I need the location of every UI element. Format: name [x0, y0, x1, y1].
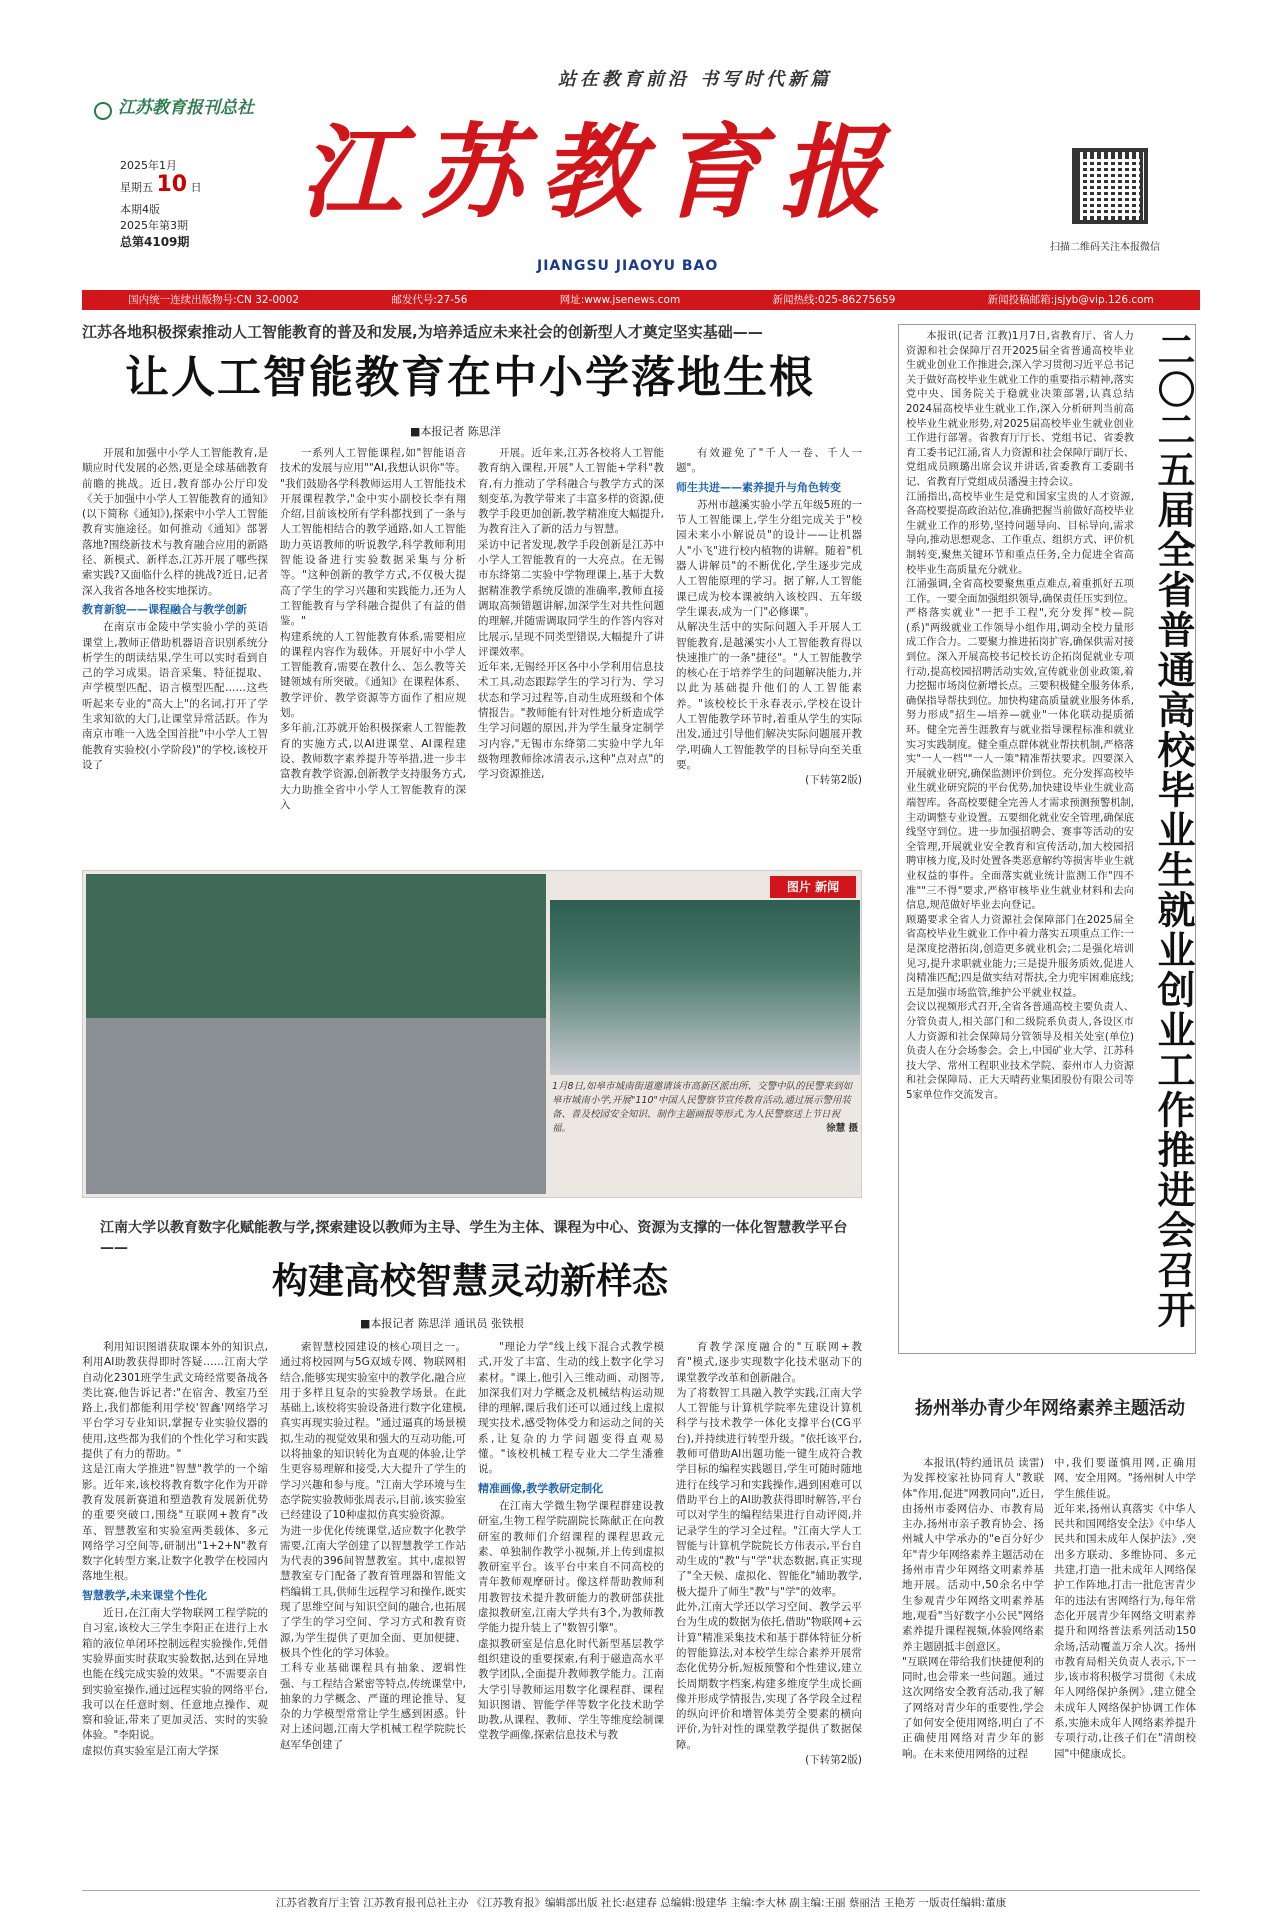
lead-column-4: [676, 446, 862, 856]
issue-info: 2025年第3期: [120, 219, 188, 232]
photo-classroom: [550, 900, 860, 1075]
lead-col1b-text: 在南京市金陵中学实验小学的英语课堂上,教师正借助机器语音识别系统分析学生的朗读结果,学生可以实时看到自己的学习成果。语音采集、特征提取、声学模型匹配、语言模型匹配……这些听起来专业的"高大上"的名词,打开了学生求知欲的大门,让课堂异常活跃。作为南京市唯一入选全国首批"中小学人工智能教育实验校(小学阶段)"的学校,该校开设了: [82, 621, 268, 771]
date-day-suffix: 日: [190, 181, 202, 194]
photo-tag-left: 图片: [786, 880, 811, 894]
photo-news-tag: [770, 876, 856, 898]
lead-continued[interactable]: (下转第2版): [805, 774, 862, 787]
second-col1-text: 利用知识图谱获取课本外的知识点,利用AI助教获得即时答疑……江南大学自动化2301班学生武文琦经常要备战各类比赛,他告诉记者:"在宿舍、教室乃至路上,我们都能利用学校'智鑫'网络学习平台学习专业知识,掌握专业实验仪器的使用,这些都为我们的个性化学习和实践提供了有力的帮助。" 这是江南大学推进"智慧"教学的一个缩影。近年来,该校将教育数字化作为开辟教育发展新赛道和塑造教育发展新优势的重要突破口,围绕"互联网+教育"改革、智慧教室和实验室两类载体、多元网络学习空间等,研制出"1+2+N"教育数字化转型方案,让数字化教学在校园内落地生根。: [82, 1341, 268, 1583]
info-hotline: 新闻热线:025-86275659: [772, 294, 896, 306]
date-month: 2025年1月: [120, 159, 177, 172]
second-headline[interactable]: 构建高校智慧灵动新样态: [271, 1261, 668, 1302]
date-day: 10: [156, 172, 188, 197]
date-block: [120, 158, 240, 250]
footer-credits: 江苏省教育厅主管 江苏教育报刊总社主办 《江苏教育报》编辑部出版 社长:赵建春 总编辑:殷建华 主编:李大林 副主编:王丽 蔡丽洁 王艳芳 一版责任编辑:董康: [82, 1890, 1200, 1911]
second-column-2: 索智慧校园建设的核心项目之一。通过将校园网与5G双域专网、物联网相结合,能够实现实验室中的教学化,融合应用于多样且复杂的实验教学场景。在此基础上,该校将实验设备进行数字化建模,真实再现实验过程。"通过逼真的场景模拟,生动的视觉效果和强大的互动功能,可以将抽象的知识转化为直观的体验,让学生更容易理解和接受,大大提升了学生的学习兴趣和参与度。"江南大学环境与生态学院实验教师张周表示,目前,该实验室已经建设了10种虚拟仿真实验资源。 为进一步优化传统课堂,适应数字化教学需要,江南大学创建了以智慧教学工作站为代表的396间智慧教室。其中,虚拟智慧教室专门配备了教育管理器和智能文档编辑工具,供师生远程学习和操作,既实现了思维空间与知识空间的融合,也拓展了学生的学习空间、学习方式和教育资源,为学生提供了更加全面、更加便捷、极具个性化的学习体验。 工科专业基础课程具有抽象、逻辑性强、与工程结合紧密等特点,传统课堂中,抽象的力学概念、严谨的理论推导、复杂的力学模型常常让学生感到困惑。针对上述问题,江南大学机械工程学院院长赵军华创建了: [280, 1341, 466, 1751]
lead-column-2: 一系列人工智能课程,如"智能语音技术的发展与应用""AI,我想认识你"等。 "我们鼓励各学科教师运用人工智能技术开展课程教学,"金中实小副校长李有翔介绍,目前该校所有学科都找到了一条与人工智能相结合的教学通路,如人工智能助力英语教师的听说教学,科学教师利用智能设备进行实验数据采集与分析等。"这种创新的教学方式,不仅极大提高了学生的学习兴趣和实践能力,还为人工智能教育与学科融合提供了有益的借鉴。" 构建系统的人工智能教育体系,需要相应的课程内容作为载体。开展好中小学人工智能教育,需要在教什么、怎么教等关键领域有所突破。《通知》在课程体系、教学评价、教学资源等方面作了相应规划。 多年前,江苏就开始积极探索人工智能教育的实施方式,以AI进课堂、AI课程建设、教师数字素养提升等举措,进一步丰富教育教学资源,创新教学支持服务方式,大力助推全省中小学人工智能教育的深入: [280, 447, 466, 811]
second-col1b-text: 近日,在江南大学物联网工程学院的自习室,该校大三学生李阳正在进行上水箱的液位单闭环控制远程实验操作,凭借实验界面实时获取实验数据,达到在异地也能在线完成实验的效果。"不需要亲自到实验室操作,通过远程实验的网络平台,我可以在任意时刻、任意地点操作、观察和验证,带来了更加灵活、实时的实验体验。"李阳说。 虚拟仿真实验室是江南大学探: [82, 1607, 268, 1757]
sidebar-headline-2[interactable]: 扬州举办青少年网络素养主题活动: [915, 1398, 1185, 1419]
photo-police-students: [86, 874, 546, 1194]
masthead-title: 江苏教育报: [300, 113, 900, 233]
lead-col1-text: 开展和加强中小学人工智能教育,是顺应时代发展的必然,更是全球基础教育前瞻的挑战。近日,教育部办公厅印发《关于加强中小学人工智能教育的通知》(以下简称《通知》),探索中小学人工智能教育实施途径。如何推动《通知》部署落地?围绕新技术与教育融合应用的新路径、新模式、新样态,江苏开展了哪些探索实践?又面临什么样的挑战?近日,记者深入我省各地各校实地探访。: [82, 447, 268, 597]
edition-info: 本期4版: [120, 203, 160, 216]
lead-col4-text: 苏州市越溪实验小学五年级5班的一节人工智能课上,学生分组完成关于"校园未来小小解说员"的设计——让机器人"小飞"进行校内植物的讲解。随着"机器人讲解员"的不断优化,学生逐步完成人工智能原理的学习。据了解,人工智能课已成为校本课被纳入该校四、五年级学生课表,成为一门"必修课"。 从解决生活中的实际问题入手开展人工智能教育,是越溪实小人工智能教育得以快速推广的一条"捷径"。"人工智能教学的核心在于培养学生的问题解决能力,并以此为基础提升他们的人工智能素养。"该校校长干永春表示,学校在设计人工智能教学环节时,着重从学生的实际出发,通过引导他们解决实际问题展开教学,明确人工智能教学的目标导向至关重要。: [676, 498, 862, 771]
info-postal: 邮发代号:27-56: [391, 294, 468, 306]
info-email[interactable]: 新闻投稿邮箱:jsjyb@vip.126.com: [987, 294, 1154, 306]
sidebar-vertical-title[interactable]: 二〇二五届全省普通高校毕业生就业创业工作推进会召开: [1151, 330, 1195, 1330]
second-column-4: [676, 1340, 862, 1876]
sidebar-article-2a: 本报讯(特约通讯员 读雷)为发挥校家社协同育人"教联体"作用,促进"网教同向",近日,由扬州市委网信办、市教育局主办,扬州市亲子教育协会、扬州城人中学承办的"e百分好少年"青少年网络素养主题活动在扬州市青少年网络文明素养基地开展。活动中,50余名中学生参观青少年网络文明素养基地,观看"当好数字小公民"网络素养提升课程视频,体验网络素养主题剧抵丰创意区。 "互联网在带给我们快捷便利的同时,也会带来一些问题。通过这次网络安全教育活动,我了解了网络对青少年的重要性,学会了如何安全使用网络,明白了不正确使用网络对青少年的影响。在未来使用网络的过程: [902, 1457, 1044, 1760]
second-col4-text: 育教学深度融合的"互联网+教育"模式,逐步实现数字化技术驱动下的课堂教学改革和创新融合。 为了将数智工具融入教学实践,江南大学人工智能与计算机学院率先建设计算机科学与技术教学一体化支撑平台(CG平台),并持续进行转型升级。"依托该平台,教师可借助AI出题功能一键生成符合教学目标的编程实践题目,学生可随时随地进行在线学习和实践操作,遇到困难可以借助平台上的AI助教获得即时解答,平台可以对学生的编程结果进行自动评阅,并记录学生的学习全过程。"江南大学人工智能与计算机学院院长方伟表示,平台自动生成的"教"与"学"状态数据,真正实现了"全天候、虚拟化、智能化"辅助教学,极大提升了师生"教"与"学"的效率。 此外,江南大学还以学习空间、教学云平台为生成的数据为依托,借助"物联网+云计算"精准采集技术和基于群体特征分析的智能算法,对本校学生综合素养开展常态化优势分析,短板预警和个性建议,建立长周期数字档案,构建多维度学生成长画像并形成学情报告,实现了各学段全过程的纵向评价和增智体美劳全要素的横向评价,为针对性的课堂教学提供了数据保障。: [676, 1341, 862, 1751]
qr-caption: 扫描二维码关注本报微信: [1050, 242, 1160, 253]
lead-column-3: 开展。近年来,江苏各校将人工智能教育纳入课程,开展"人工智能+学科"教育,有力推动了学科融合与教学方式的深刻变革,为教学带来了丰富多样的资源,使教学手段更加创新,教学精准度大幅提升,为教育注入了新的活力与智慧。 采访中记者发现,教学手段创新是江苏中小学人工智能教育的一大亮点。在无锡市东绛第二实验中学物理课上,基于大数据精准教学系统反馈的准确率,教师直接调取高频错题讲解,加深学生对共性问题的理解,并随需调取同学生的作答内容对比展示,呈现不同类型错误,大幅提升了讲评课效率。 近年来,无锡经开区各中小学利用信息技术工具,动态跟踪学生的学习行为、学习状态和学习过程等,自动生成班级和个体情报告。"教师能有针对性地分析造成学生学习问题的原因,并为学生量身定制学习内容,"无锡市东绛第二实验中学九年级物理教师徐冰清表示,这种"点对点"的学习资源推送,: [478, 447, 664, 781]
second-column-3: [478, 1340, 664, 1876]
second-continued[interactable]: (下转第2版): [805, 1754, 862, 1767]
second-col3b-text: 在江南大学微生物学课程群建设教研室,生物工程学院副院长陈献正在向教研室的教师们介绍课程的课程思政元素、单独制作教学小视频,并上传到虚拟教研室平台。该平台中来自不同高校的青年教师观摩研讨。像这样帮助教师利用教智技术提升教研能力的教研部获批虚拟教研室,江南大学共有3个,为教师教学能力提升装上了"数智引擎"。 虚拟教研室是信息化时代新型基层教学组织建设的重要探索,有利于磁造高水平教学团队,全面提升教师教学能力。江南大学引导教师运用数字化课程群、课程知识图谱、智能学伴等数字化技术助学助教,从课程、教师、学生等维度绘制课堂教学画像,探索信息技术与教: [478, 1499, 664, 1742]
total-issue: 总第4109期: [120, 235, 190, 249]
photo-credit: 徐慧 摄: [826, 1123, 858, 1134]
photo-caption: [552, 1080, 858, 1136]
photo-tag-right: 新闻: [815, 880, 840, 894]
info-bar: [82, 290, 1200, 310]
second-col3-text: "理论力学"线上线下混合式教学模式,开发了丰富、生动的线上数字化学习素材。"课上,他引入三维动画、动图等,加深我们对力学概念及机械结构运动规律的理解,课后我们还可以通过线上虚拟现实技术,感受物体受力和运动之间的关系,让复杂的力学问题变得直观易懂。"该校机械工程专业大二学生潘雅说。: [478, 1341, 664, 1476]
lead-kicker: 江苏各地积极探索推动人工智能教育的普及和发展,为培养适应未来社会的创新型人才奠定坚实基础——: [82, 323, 763, 341]
masthead-pinyin: JIANGSU JIAOYU BAO: [537, 258, 719, 274]
second-kicker: 江南大学以教育数字化赋能教与学,探索建设以教师为主导、学生为主体、课程为中心、资源为支撑的一体化智慧教学平台——: [100, 1220, 848, 1256]
qr-code-pattern: [1080, 156, 1140, 216]
top-banner: 站在教育前沿 书写时代新篇: [557, 69, 833, 90]
info-cn: 国内统一连续出版物号:CN 32-0002: [128, 294, 300, 306]
lead-headline[interactable]: 让人工智能教育在中小学落地生根: [125, 352, 815, 403]
lead-subhead-1: 教育新貌——课程融合与教学创新: [82, 602, 247, 616]
second-subhead-1: 智慧教学,未来课堂个性化: [82, 1588, 208, 1602]
sidebar-article-2b: 中,我们要谨慎用网,正确用网、安全用网。"扬州树人中学学生熊佳说。 近年来,扬州认真落实《中华人民共和国网络安全法》《中华人民共和国未成年人保护法》,突出多方联动、多维协同、多元共建,打造一批未成年人网络保护工作阵地,打击一批危害青少年的违法有害网络行为,每年常态化开展青少年网络文明素养提升和网络普法系列活动150余场,活动覆盖万余人次。扬州市教育局相关负责人表示,下一步,该市将积极学习贯彻《未成年人网络保护条例》,建立健全未成年人网络保护协调工作体系,实施未成年人网络素养提升专项行动,让孩子们在"清朗校园"中健康成长。: [1054, 1457, 1196, 1760]
lead-byline: ■本报记者 陈思洋: [410, 425, 501, 438]
second-subhead-2: 精准画像,教学教研定制化: [478, 1481, 604, 1495]
date-weekday: 星期五: [120, 181, 153, 194]
lead-col4a-text: 有效避免了"千人一卷、千人一题"。: [676, 447, 862, 475]
publisher-name: 江苏教育报刊总社: [118, 98, 254, 118]
lead-column-1: [82, 446, 268, 856]
photo-caption-text: 1月8日,如皋市城南街道邀请该市高新区派出所、交警中队的民警来到如皋市城南小学,开展"110"中国人民警察节宣传教育活动,通过展示警用装备、普及校园安全知识、制作主题画报等形式,为人民警察送上节日祝福。: [552, 1081, 853, 1134]
second-column-1: [82, 1340, 268, 1876]
publisher-logo-icon: [94, 102, 112, 120]
info-website[interactable]: 网址:www.jsenews.com: [559, 294, 681, 306]
second-byline: ■本报记者 陈思洋 通讯员 张铁根: [360, 1317, 524, 1330]
sidebar-article: 本报讯(记者 江教)1月7日,省教育厅、省人力资源和社会保障厅召开2025届全省普通高校毕业生就业创业工作推进会,深入学习贯彻习近平总书记关于做好高校毕业生就业工作的重要指示精神,落实党中央、国务院关于稳就业决策部署,认真总结2024届高校毕业生就业工作,深入分析研判当前高校毕业生就业形势,对2025届高校毕业生就业创业工作进行部署。省教育厅厅长、党组书记、省委教育工委书记江涌,省人力资源和社会保障厅副厅长、党组成员顾璐出席会议并讲话,省委教育工委副书记、省教育厅党组成员潘漫主持会议。 江涌指出,高校毕业生是党和国家宝贵的人才资源,各高校要提高政治站位,准确把握当前做好高校毕业生就业工作的形势,坚持问题导向、目标导向,需求导向,推动思想观念、工作重点、组织方式、评价机制转变,聚焦关键环节和重点任务,全力促进全省高校毕业生高质量充分就业。 江涌强调,全省高校要聚焦重点难点,着重抓好五项工作。一要全面加强组织领导,确保责任压实到位。严格落实就业"一把手工程",充分发挥"校—院(系)"两级就业工作领导小组作用,调动全校力量形成工作合力。二要聚力推进拓岗扩容,确保供需对接到位。深入开展高校书记校长访企拓岗促就业专项行动,提高校园招聘活动实效,宣传就业创业政策,着力挖掘市场岗位新增长点。三要积极健全服务体系,确保指导帮扶到位。加快构建高质量就业服务体系,努力形成"招生—培养—就业"一体化联动提质循环。健全完善生涯教育与就业指导课程标准和就业实习实践制度。健全重点群体就业帮扶机制,严格落实"一人一档""一人一策"精准帮扶要求。四要深入开展就业研究,确保监测评价到位。充分发挥高校毕业生就业研究院的平台优势,加快建设毕业生就业高端智库。各高校要健全完善人才需求预测预警机制,主动调整专业设置。五要细化就业安全管理,确保底线坚守到位。进一步加强招聘会、赛事等活动的安全管理,开展就业安全教育和宣传活动,加大校园招聘审核力度,及时处置各类恶意解约等损害毕业生就业权益的事件。全面落实就业统计监测工作"四不准""三不得"要求,严格审核毕业生就业材料和去向信息,规范做好毕业去向登记。 顾璐要求全省人力资源社会保障部门在2025届全省高校毕业生就业工作中着力落实五项重点工作:一是深度挖潜拓岗,创造更多就业机会;二是强化培训见习,提升求职就业能力;三是提升服务质效,促进人岗精准匹配;四是做实结对帮扶,全力兜牢困难底线;五是加强市场监管,维护公平就业权益。 会议以视频形式召开,全省各普通高校主要负责人、分管负责人,相关部门和二级院系负责人,各设区市人力资源和社会保障局分管领导及相关处室(单位)负责人在分会场参会。会上,中国矿业大学、江苏科技大学、常州工程职业技术学院、泰州市人力资源和社会保障局、正大天晴药业集团股份有限公司等5家单位作交流发言。: [906, 331, 1134, 1101]
lead-subhead-2: 师生共进——素养提升与角色转变: [676, 480, 841, 494]
